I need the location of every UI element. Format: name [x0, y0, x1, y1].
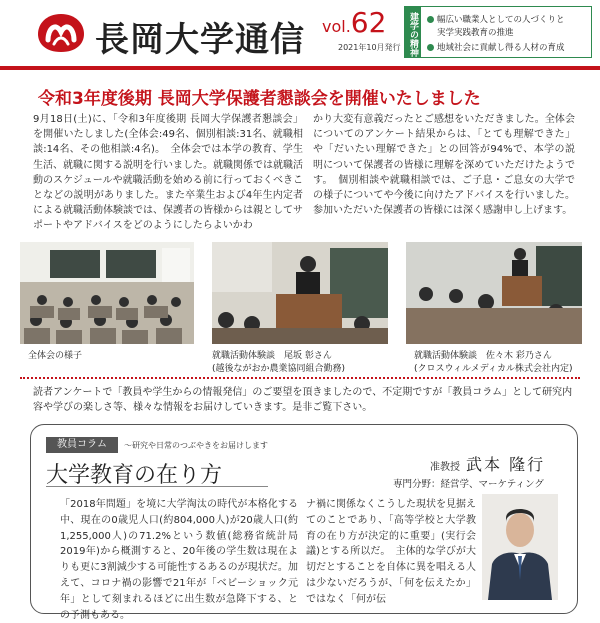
- photo-speaker-osaka: [212, 242, 388, 344]
- caption-sasaki: 就職活動体験談 佐々木 彩乃さん (クロスウィルメディカル株式会社内定): [414, 351, 573, 374]
- column-body-right: ナ禍に関係なくこうした現状を見据えてのことであり、「高等学校と大学教育の在り方が決定的に重要」(実行会議)とする所以だ。 主体的な学びが大切だとすることを自体に異を唱える人は少ないだろうが、「何を伝えたか」ではなく「何が伝: [306, 499, 476, 605]
- reader-announcement: 読者アンケートで「教員や学生からの情報発信」のご要望を頂きましたので、不定期ですが「教員コラム」として研究内容や学びの楽しさ等、様々な情報をお届けしていきます。是非ご覧下さい。: [33, 387, 573, 413]
- spirit-item: 地域社会に貢献し得る人材の育成: [427, 41, 565, 53]
- column-subtitle: ～研究や日常のつぶやきをお届けします: [124, 441, 268, 450]
- author-specialty: 専門分野：経営学、マーケティング: [393, 479, 544, 490]
- spirit-item: 幅広い職業人としての人づくりと: [427, 13, 565, 25]
- photo-speaker-sasaki: [406, 242, 582, 344]
- issue-date: 2021年10月発行: [338, 43, 401, 52]
- author-role: 准教授: [430, 462, 460, 473]
- spirit-item: 実学実践教育の推進: [437, 28, 514, 38]
- author-name: 武本 隆行: [466, 455, 546, 474]
- founding-spirit-box: [404, 6, 592, 58]
- article-body-right: かり大変有意義だったとご感想をいただきました。全体会についてのアンケート結果からは、「とても理解できた」や「だいたい理解できた」との回答が94%で、本学の説明について保護者の皆様に理解を深めていただけたようです。 個別相談や就職相談では、ご子息・ご息女の大学での様子についてや今後に向けたアドバイスを行いました。参加いただいた保護者の皆様には深く感謝申し上げます。: [313, 114, 575, 217]
- caption-osaka: 就職活動体験談 尾坂 彰さん (越後ながおか農業協同組合勤務): [212, 351, 346, 374]
- caption-general-session: 全体会の様子: [28, 351, 83, 361]
- column-tag: 教員コラム: [46, 437, 118, 453]
- column-author: [430, 452, 545, 475]
- column-title-underline: [46, 486, 268, 487]
- column-title: 大学教育の在り方: [46, 463, 223, 488]
- bullet-dot-icon: [427, 16, 434, 23]
- photo-general-session: [20, 242, 194, 344]
- newsletter-title: 長岡大学通信: [95, 20, 305, 60]
- column-body-left: 「2018年問題」を境に大学淘汰の時代が本格化する中、現在の0歳児人口(約804,000人)が20歳人口(約1,255,000人)の71.2%という数値(総務省統計局2019年)から概測すると、20年後の学生数は現在よりも更に3割減少する可能性するあるのが現状だ。加えて、コロナ禍の影響で21年が「ベビーショック元年」として刻まれるほどに出生数が急降下する、との予測もある。: [60, 499, 298, 621]
- article-headline: 令和3年度後期 長岡大学保護者懇談会を開催いたしました: [38, 89, 481, 109]
- founding-spirit-label: 建学の精神: [405, 7, 421, 57]
- author-portrait: [482, 494, 558, 600]
- article-body-left: 9月18日(土)に、「令和3年度後期 長岡大学保護者懇談会」を開催いたしました(全体会:49名、個別相談:31名、就職相談:14名、その他相談:4名)。 全体会では本学の教育、学生生活、就職に関する説明を行いました。就職関係では就職活動のスケジュールや就職活動を始める前に行っておくべきことなどの説明がありました。また卒業生および4年生内定者による就職活動体験談では、保護者の皆様からは親としてサポートやアドバイスをどのようにしたらよいかわ: [33, 114, 303, 232]
- header-divider: [0, 66, 600, 70]
- university-logo-icon: [36, 10, 86, 54]
- bullet-dot-icon: [427, 44, 434, 51]
- section-divider: [20, 377, 580, 379]
- volume-number: vol.62: [322, 6, 387, 39]
- masthead-header: [0, 0, 600, 62]
